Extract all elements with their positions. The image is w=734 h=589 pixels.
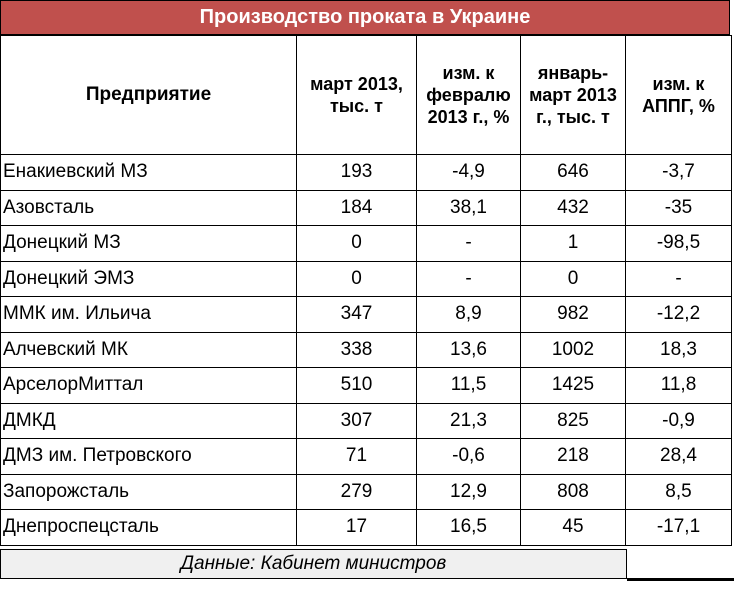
table-row — [1, 439, 732, 475]
value-cell: 184 — [297, 190, 417, 226]
value-cell: 279 — [297, 474, 417, 510]
enterprise-name-cell: Донецкий ЭМЗ — [1, 261, 297, 297]
value-cell: 1002 — [521, 332, 626, 368]
value-cell: 646 — [521, 155, 626, 191]
table-row — [1, 261, 732, 297]
enterprise-name-cell: Днепроспецсталь — [1, 510, 297, 546]
table-row — [1, 155, 732, 191]
value-cell: 825 — [521, 403, 626, 439]
value-cell: 193 — [297, 155, 417, 191]
value-cell: 11,8 — [626, 368, 732, 404]
column-header-line: 2013 г., % — [427, 107, 510, 127]
value-cell: 38,1 — [417, 190, 521, 226]
enterprise-name-cell: ДМКД — [1, 403, 297, 439]
value-cell: 71 — [297, 439, 417, 475]
value-cell: 8,9 — [417, 297, 521, 333]
value-cell: 307 — [297, 403, 417, 439]
value-cell: -0,6 — [417, 439, 521, 475]
value-cell: -3,7 — [626, 155, 732, 191]
value-cell: 1425 — [521, 368, 626, 404]
table-row — [1, 297, 732, 333]
column-header-line: АППГ, % — [642, 96, 715, 116]
header-row — [1, 36, 732, 155]
value-cell: 982 — [521, 297, 626, 333]
column-header-line: изм. к — [442, 63, 495, 83]
column-header-1 — [297, 36, 417, 155]
enterprise-name-cell: Алчевский МК — [1, 332, 297, 368]
value-cell: 338 — [297, 332, 417, 368]
column-header-3 — [521, 36, 626, 155]
decorative-line — [627, 578, 734, 581]
value-cell: 18,3 — [626, 332, 732, 368]
table-row — [1, 474, 732, 510]
table-row — [1, 368, 732, 404]
value-cell: 17 — [297, 510, 417, 546]
value-cell: 0 — [521, 261, 626, 297]
value-cell: - — [417, 261, 521, 297]
column-header-line: февралю — [426, 85, 511, 105]
column-header-line: январь- — [537, 63, 609, 83]
column-header-line: г., тыс. т — [536, 107, 610, 127]
value-cell: 11,5 — [417, 368, 521, 404]
column-header-enterprise — [1, 36, 297, 155]
table-row — [1, 190, 732, 226]
enterprise-name-cell: Донецкий МЗ — [1, 226, 297, 262]
value-cell: -12,2 — [626, 297, 732, 333]
source-note: Данные: Кабинет министров — [0, 549, 627, 579]
table-title: Производство проката в Украине — [0, 0, 730, 35]
table-row — [1, 226, 732, 262]
enterprise-name-cell: ДМЗ им. Петровского — [1, 439, 297, 475]
column-header-2 — [417, 36, 521, 155]
production-table — [0, 35, 732, 546]
table-row — [1, 510, 732, 546]
value-cell: -35 — [626, 190, 732, 226]
value-cell: 28,4 — [626, 439, 732, 475]
table-body — [1, 155, 732, 546]
value-cell: 0 — [297, 261, 417, 297]
enterprise-name-cell: ММК им. Ильича — [1, 297, 297, 333]
value-cell: -0,9 — [626, 403, 732, 439]
value-cell: 0 — [297, 226, 417, 262]
column-header-line: тыс. т — [329, 96, 383, 116]
value-cell: -98,5 — [626, 226, 732, 262]
value-cell: -17,1 — [626, 510, 732, 546]
enterprise-name-cell: Запорожсталь — [1, 474, 297, 510]
enterprise-name-cell: Енакиевский МЗ — [1, 155, 297, 191]
value-cell: 12,9 — [417, 474, 521, 510]
column-header-4 — [626, 36, 732, 155]
value-cell: 16,5 — [417, 510, 521, 546]
value-cell: 45 — [521, 510, 626, 546]
table-row — [1, 403, 732, 439]
value-cell: 1 — [521, 226, 626, 262]
value-cell: 510 — [297, 368, 417, 404]
table-row — [1, 332, 732, 368]
value-cell: 21,3 — [417, 403, 521, 439]
enterprise-name-cell: АрселорМиттал — [1, 368, 297, 404]
column-header-line: изм. к — [652, 74, 705, 94]
value-cell: 13,6 — [417, 332, 521, 368]
column-header-line: Предприятие — [85, 84, 212, 105]
value-cell: 8,5 — [626, 474, 732, 510]
value-cell: -4,9 — [417, 155, 521, 191]
value-cell: - — [626, 261, 732, 297]
column-header-line: март 2013 — [529, 85, 617, 105]
value-cell: 347 — [297, 297, 417, 333]
column-header-line: март 2013, — [310, 74, 403, 94]
enterprise-name-cell: Азовсталь — [1, 190, 297, 226]
value-cell: - — [417, 226, 521, 262]
value-cell: 432 — [521, 190, 626, 226]
value-cell: 218 — [521, 439, 626, 475]
value-cell: 808 — [521, 474, 626, 510]
